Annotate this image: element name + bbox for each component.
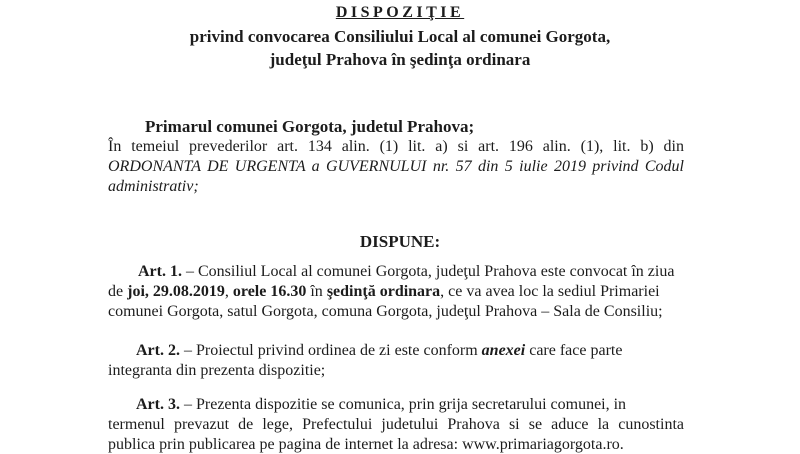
article-1-sep: ,	[224, 283, 233, 300]
mayor-heading: Primarul comunei Gorgota, judetul Prahova;	[145, 117, 475, 136]
article-3-line1	[136, 396, 684, 414]
legal-basis-line2: ORDONANTA DE URGENTA a GUVERNULUI nr. 57 din 5 iulie 2019 privind Codul	[108, 158, 684, 175]
article-1-text: – Consiliul Local al comunei Gorgota, judeţul Prahova este convocat în ziua	[185, 263, 675, 280]
article-1-line1	[138, 263, 684, 281]
article-2-pre: – Proiectul privind ordinea de zi este conform	[183, 342, 482, 359]
dispune-heading: DISPUNE:	[359, 232, 441, 251]
meeting-time: orele 16.30	[232, 283, 307, 300]
article-2-post: care face parte	[525, 342, 623, 359]
article-2-line1	[136, 342, 622, 360]
legal-basis-line1: În temeiul prevederilor art. 134 alin. (1) lit. a) si art. 196 alin. (1), lit. b) din	[108, 138, 684, 155]
article-1-line3: comunei Gorgota, satul Gorgota, comuna Gorgota, judeţul Prahova – Sala de Consiliu;	[108, 303, 663, 320]
document-subtitle-line1: privind convocarea Consiliului Local al comunei Gorgota,	[189, 27, 611, 46]
article-3-label: Art. 3.	[136, 396, 180, 413]
legal-basis-line3: administrativ;	[108, 178, 199, 195]
document-title: DISPOZIŢIE	[335, 4, 465, 21]
article-1-in: în	[306, 283, 327, 300]
article-2-line2: integranta din prezenta dispozitie;	[108, 362, 326, 379]
article-3-line2: termenul prevazut de lege, Prefectului judetului Prahova si se aduce la cunostinta	[108, 416, 684, 433]
article-1-label: Art. 1.	[138, 263, 182, 280]
article-1-post: , ce va avea loc la sediul Primariei	[440, 283, 660, 300]
article-1-pre: de	[108, 283, 128, 300]
article-2-label: Art. 2.	[136, 342, 180, 359]
article-1-line2	[108, 283, 660, 301]
meeting-type: şedinţă ordinara	[326, 283, 441, 300]
anexei-emphasis: anexei	[481, 342, 526, 359]
meeting-date: joi, 29.08.2019	[127, 283, 225, 300]
article-3-line3: publica prin publicarea pe pagina de internet la adresa: www.primariagorgota.ro.	[108, 436, 624, 453]
article-3-text: – Prezenta dispozitie se comunica, prin grija secretarului comunei, in	[183, 396, 627, 413]
document-subtitle-line2: judeţul Prahova în şedinţa ordinara	[269, 50, 531, 69]
